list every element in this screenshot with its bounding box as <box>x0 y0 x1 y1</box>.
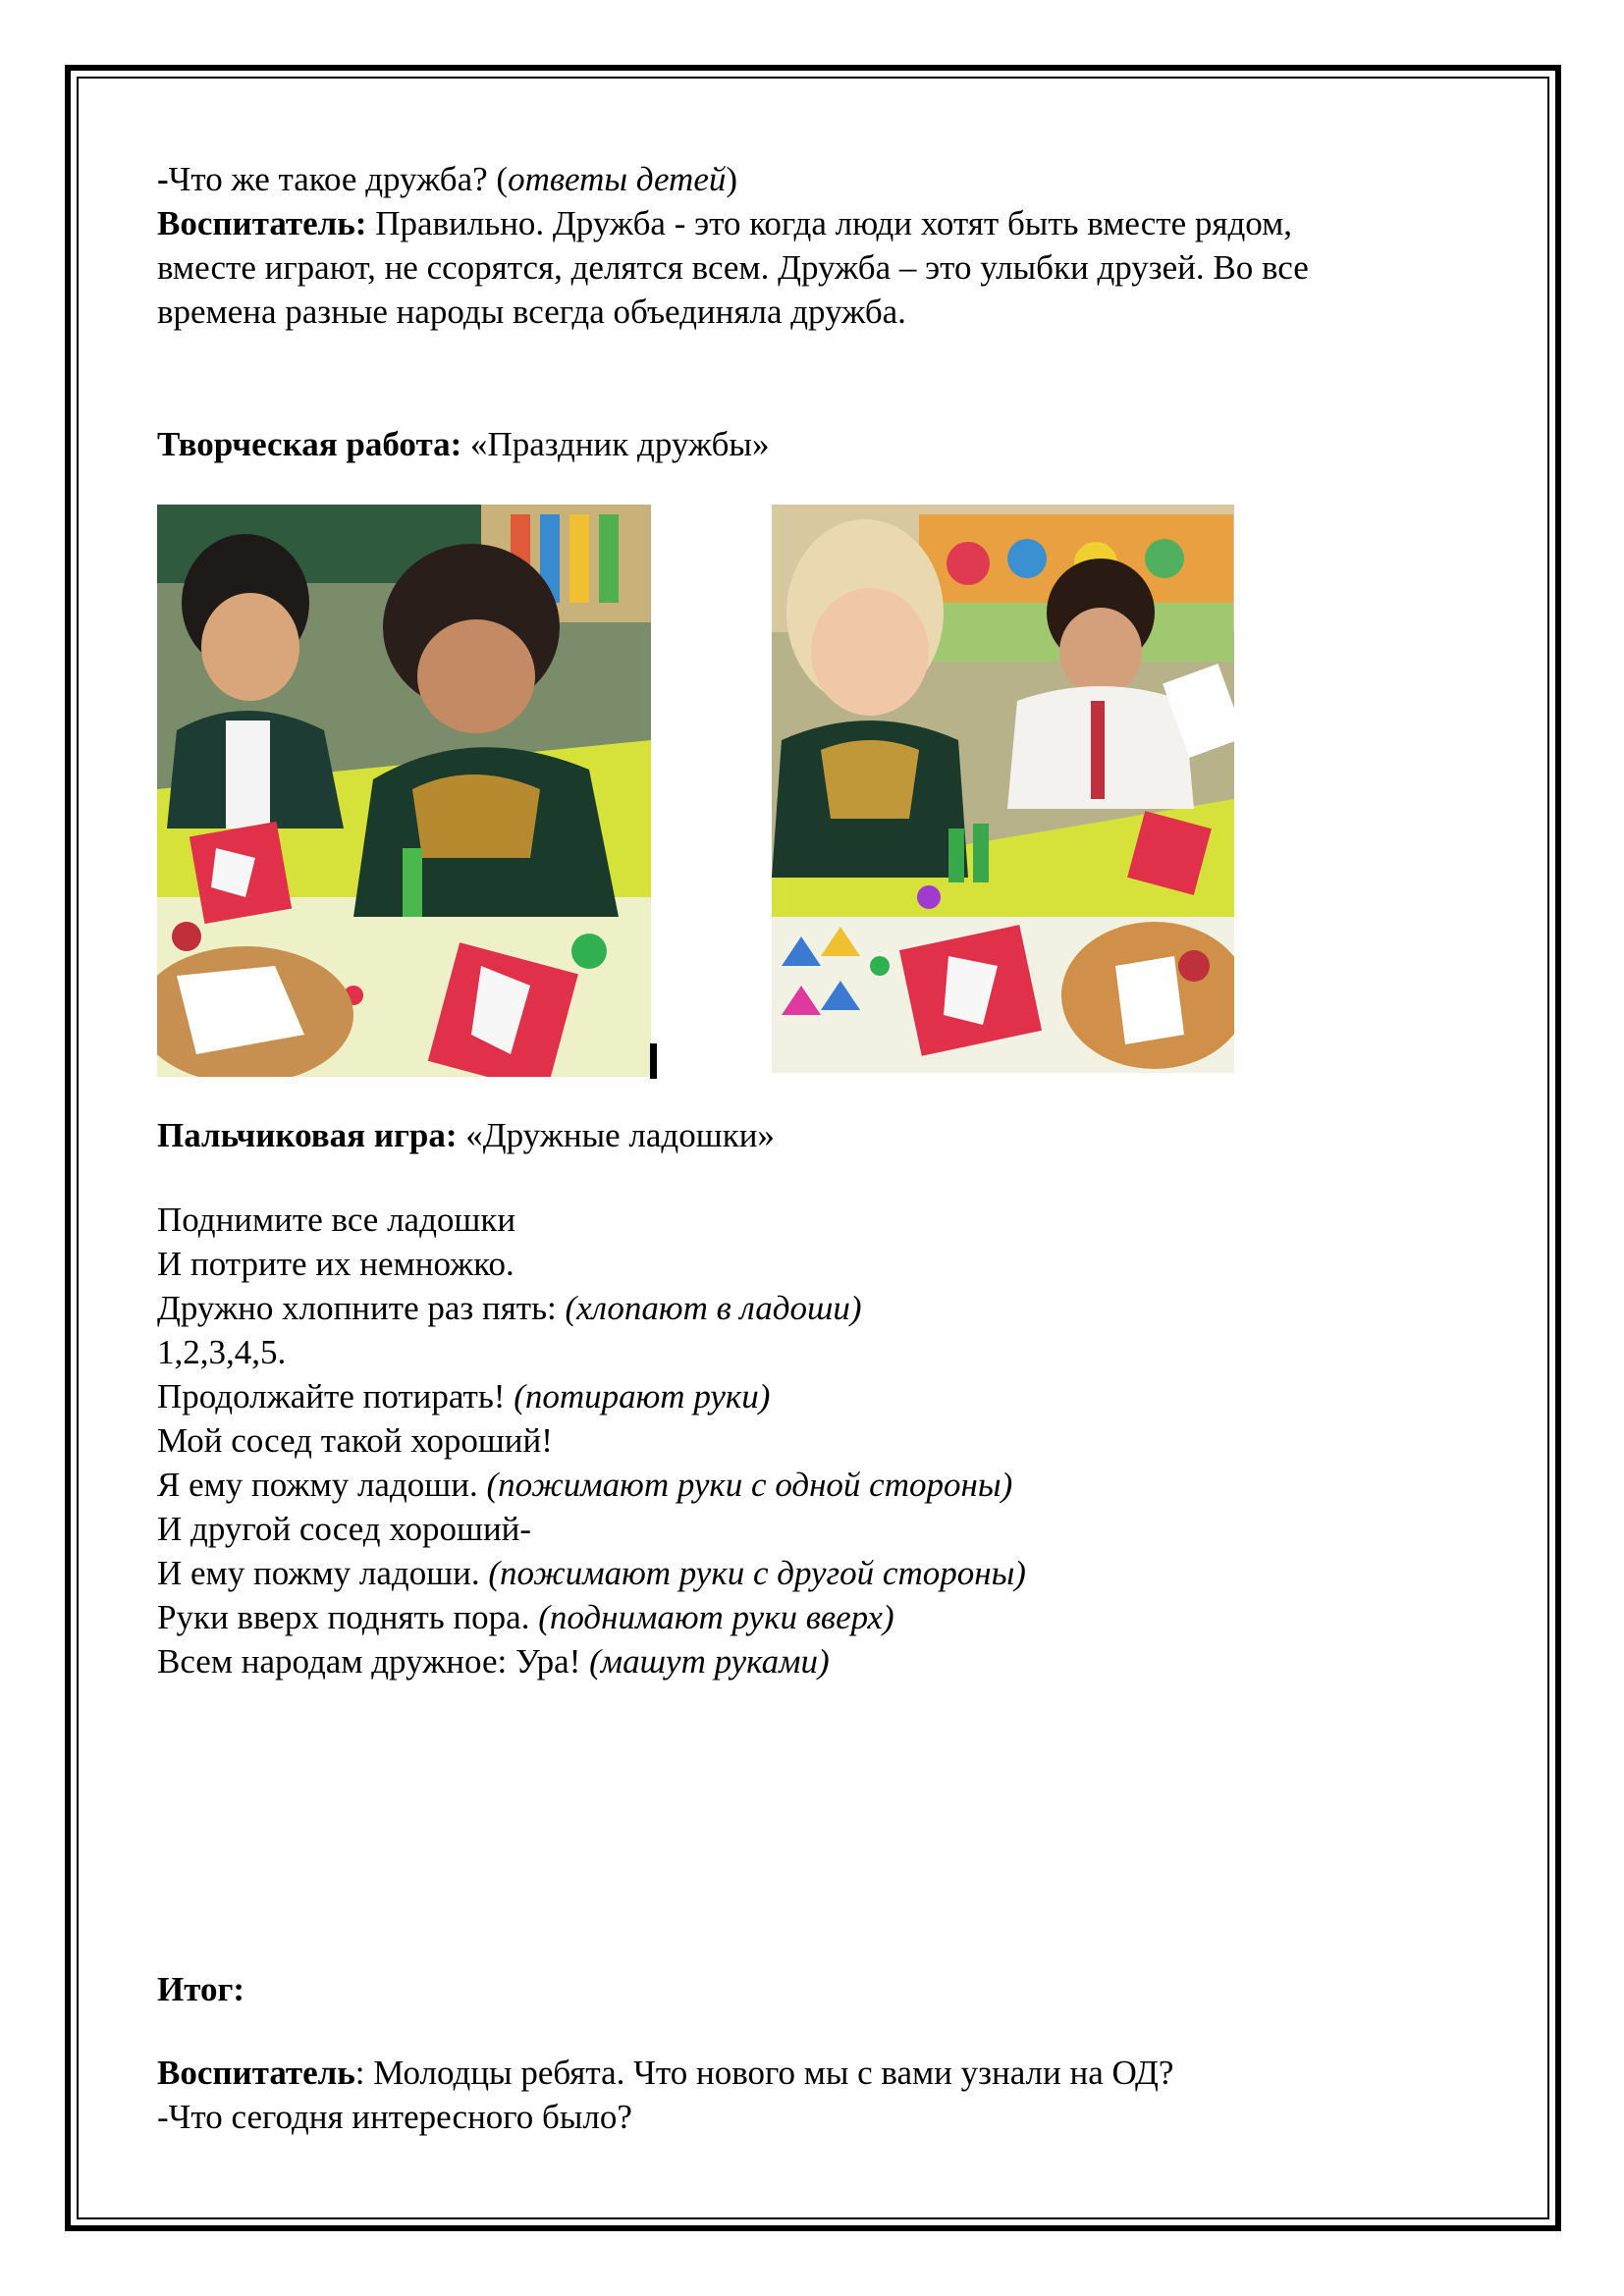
poem-line: Руки вверх поднять пора. (поднимают руки вверх) <box>157 1598 894 1636</box>
intro-teacher-line3: времена разные народы всегда объединяла дружба. <box>157 293 906 331</box>
teacher-label: Воспитатель: <box>157 204 367 242</box>
poem-line: Я ему пожму ладоши. (пожимают руки с одной стороны) <box>157 1466 1013 1504</box>
poem-line: И другой сосед хороший- <box>157 1510 532 1548</box>
poem-line: Поднимите все ладошки <box>157 1201 516 1239</box>
photo-children-crafting-2 <box>772 505 1234 1073</box>
photo-children-crafting-1 <box>157 505 651 1077</box>
finger-game-heading: Пальчиковая игра: «Дружные ладошки» <box>157 1116 775 1154</box>
poem-line: И ему пожму ладоши. (пожимают руки с другой стороны) <box>157 1554 1026 1592</box>
creative-heading: Творческая работа: «Праздник дружбы» <box>157 425 770 463</box>
summary-question: -Что сегодня интересного было? <box>157 2098 632 2136</box>
intro-teacher-line1: Воспитатель: Правильно. Дружба - это когда люди хотят быть вместе рядом, <box>157 204 1293 242</box>
photo-marker <box>650 1043 657 1079</box>
poem-line: Продолжайте потирать! (потирают руки) <box>157 1377 771 1415</box>
intro-question: -Что же такое дружба? (ответы детей) <box>157 160 738 198</box>
poem-line: 1,2,3,4,5. <box>157 1333 287 1371</box>
poem-line: И потрите их немножко. <box>157 1245 514 1283</box>
poem-line: Дружно хлопните раз пять: (хлопают в ладоши) <box>157 1289 862 1327</box>
summary-teacher: Воспитатель: Молодцы ребята. Что нового мы с вами узнали на ОД? <box>157 2054 1174 2092</box>
intro-teacher-line2: вместе играют, не ссорятся, делятся всем. Дружба – это улыбки друзей. Во все <box>157 248 1309 287</box>
poem-line: Мой сосед такой хороший! <box>157 1421 553 1460</box>
summary-heading: Итог: <box>157 1970 245 2008</box>
poem-line: Всем народам дружное: Ура! (машут руками) <box>157 1642 830 1681</box>
